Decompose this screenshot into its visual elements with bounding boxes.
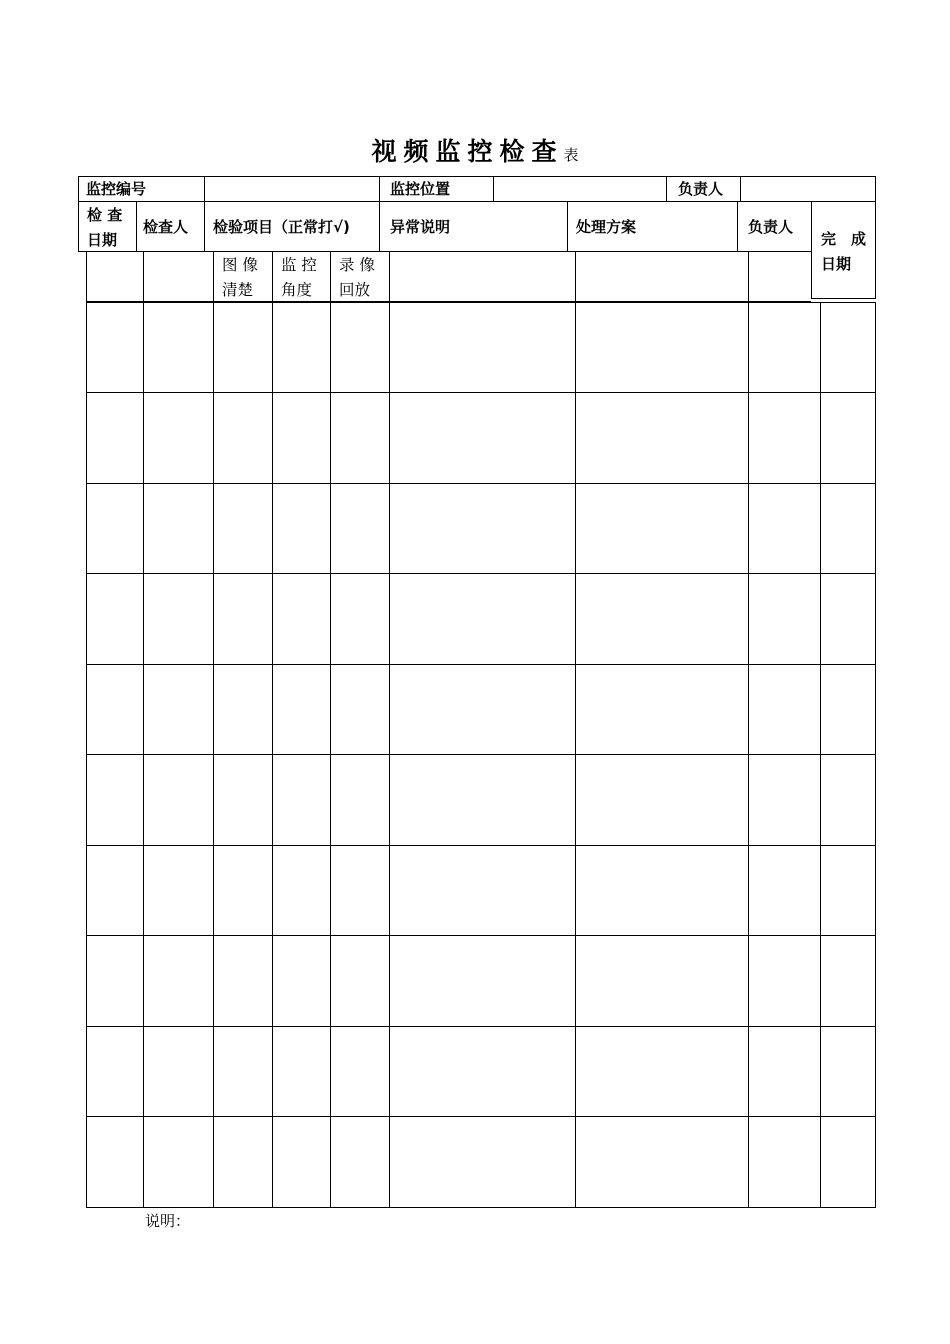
owner-label: 负责人	[678, 180, 724, 198]
table-row[interactable]	[86, 665, 876, 754]
completion-date-header	[811, 201, 876, 299]
image-clear-subheader-line1: 图 像	[222, 256, 258, 274]
playback-subheader-line1: 录 像	[339, 256, 375, 274]
inspector-header: 检查人	[143, 218, 189, 236]
table-row[interactable]	[86, 1027, 876, 1116]
owner-header: 负责人	[748, 218, 794, 236]
title-suffix: 表	[563, 146, 579, 164]
table-row[interactable]	[86, 846, 876, 935]
playback-subheader-line2: 回放	[339, 281, 371, 299]
table-row[interactable]	[86, 302, 876, 392]
table-row[interactable]	[86, 755, 876, 845]
abnormal-desc-header: 异常说明	[390, 218, 451, 236]
info-row	[78, 176, 876, 202]
table-row[interactable]	[86, 393, 876, 483]
completion-date-header-line2: 日期	[821, 255, 852, 273]
check-date-header-line2: 日期	[87, 231, 118, 249]
monitor-id-label: 监控编号	[86, 180, 147, 198]
angle-subheader-line2: 角度	[281, 281, 313, 299]
footer-note: 说明：	[145, 1212, 191, 1230]
image-clear-subheader-line2: 清楚	[222, 281, 254, 299]
table-row[interactable]	[86, 1117, 876, 1207]
completion-date-header-line1: 完 成	[821, 230, 867, 248]
inspection-items-header: 检验项目（正常打√)	[213, 218, 350, 236]
table-row[interactable]	[86, 484, 876, 573]
location-label: 监控位置	[390, 180, 451, 198]
page-title	[0, 132, 950, 168]
table-row[interactable]	[86, 936, 876, 1026]
title-main: 视频监控检查	[371, 137, 564, 166]
check-date-header-line1: 检 查	[87, 206, 123, 224]
table-row[interactable]	[86, 574, 876, 664]
solution-header: 处理方案	[576, 218, 637, 236]
angle-subheader-line1: 监 控	[281, 256, 317, 274]
